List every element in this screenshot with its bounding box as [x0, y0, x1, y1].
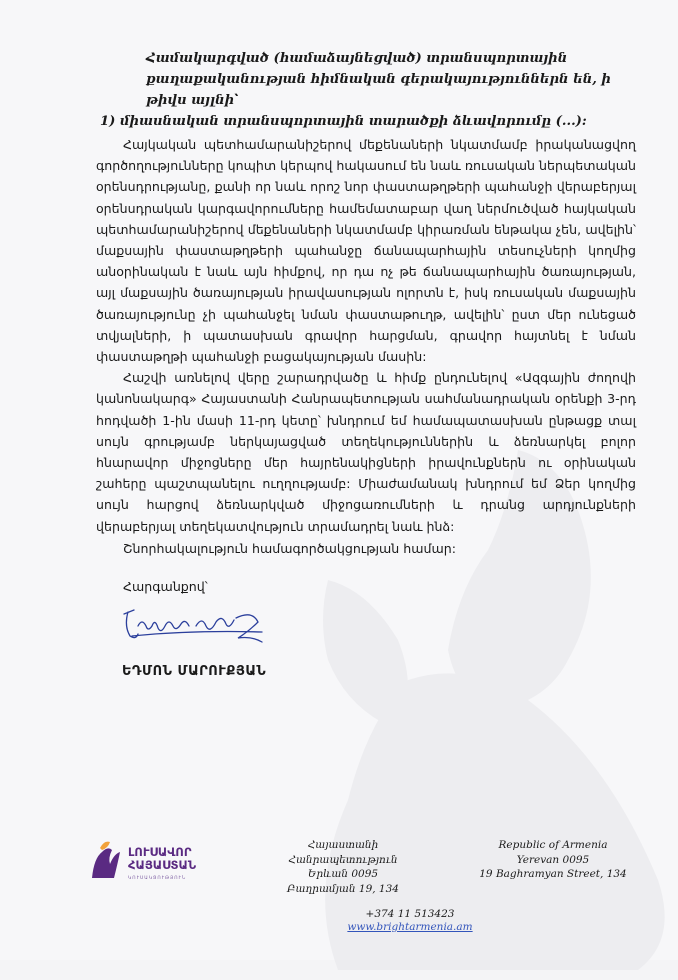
- address-en-line-3: 19 Baghramyan Street, 134: [479, 868, 627, 880]
- paragraph-1: Հայկական պետհամարանիշերով մեքենաների նկատմամբ իրականացվող գործողությունները կոպիտ կերպով հակասում են նաև ռուսական ներպետական օրենսդրությանը, քանի որ նաև որոշ նոր փաստաթղթերի պահանջի վերաբերյալ օրենսդրական կարգավորումները համեմատաբար վաղ ներմուծված հայկական պետհամարանիշերով մեքենաների նկատմամբ կիրառման ենթակա չեն, ավելին՝ մաքսային փաստաթղթերի պահանջը ճանապարհային տեսուչների կողմից անօրինական է նաև այն հիմքով, որ դա ոչ թե ճանապարհային ծառայության, այլ մաքսային ծառայության իրավասության ոլորտն է, իսկ ռուսական մաքսային ծառայությունը չի պահանջել նման փաստաթուղթ, ավելին՝ ըստ մեր ունեցած տվյալների, ի պատասխան գրավոր հարցման, գրավոր հայտնել է նման փաստաթղթի պահանջի բացակայության մասին:: [96, 137, 636, 365]
- letter-body: [96, 48, 636, 597]
- address-am-line-1: Հայաստանի Հանրապետություն: [288, 839, 398, 866]
- contact-info: [300, 908, 520, 934]
- website-link[interactable]: www.brightarmenia.am: [347, 921, 473, 933]
- logo-wordmark: [128, 846, 196, 885]
- regards-line: Հարգանքով՝: [123, 578, 208, 594]
- address-en-line-2: Yerevan 0095: [516, 853, 590, 866]
- address-en-line-1: Republic of Armenia: [498, 839, 608, 851]
- thanks-line: Շնորհակալություն համագործակցության համար:: [123, 540, 456, 556]
- paragraph-2: Հաշվի առնելով վերը շարադրվածը և հիմք ընդունելով «Ազգային ժողովի կանոնակարգ» Հայաստանի Հանրապետության սահմանադրական օրենքի 3-րդ հոդվածի 1-ին մասի 11-րդ կետը՝ խնդրում եմ համապատասխան ընթացք տալ սույն գրությամբ ներկայացված տեղեկություններին և ձեռնարկել բոլոր հնարավոր միջոցները մեր հայրենակիցների իրավունքներն ու օրինական շահերը պաշտպանելու ուղղությամբ: Միաժամանակ խնդրում եմ Ձեր կողմից սույն հարցով ձեռնարկված միջոցառումների և դրանց արդյունքների վերաբերյալ տեղեկատվություն տրամադրել նաև ինձ:: [96, 370, 636, 534]
- logo-line-1: ԼՈՒՍԱՎՈՐ: [128, 845, 192, 859]
- logo-tagline: ԿՈՒՍԱԿՑՈՒԹՅՈՒՆ: [128, 876, 187, 881]
- logo-line-2: ՀԱՅԱՍՏԱՆ: [128, 858, 197, 872]
- signer-name: ԵԴՄՈՆ ՄԱՐՈՒՔՅԱՆ: [122, 664, 267, 679]
- letter-heading-item: 1) միասնական տրանսպորտային տարածքի ձևավորումը (...):: [100, 114, 587, 129]
- handwritten-signature: [116, 600, 276, 650]
- address-am-line-3: Բաղրամյան 19, 134: [287, 882, 399, 895]
- address-am-line-2: Երևան 0095: [307, 868, 379, 880]
- address-armenian: [258, 838, 428, 896]
- address-english: [468, 838, 638, 882]
- phone-number: +374 11 513423: [365, 908, 455, 920]
- letter-heading: Համակարգված (համաձայնեցված) տրանսպորտային քաղաքականության հիմնական գերակայություններն են, ի թիվս այլնի՝: [146, 51, 611, 108]
